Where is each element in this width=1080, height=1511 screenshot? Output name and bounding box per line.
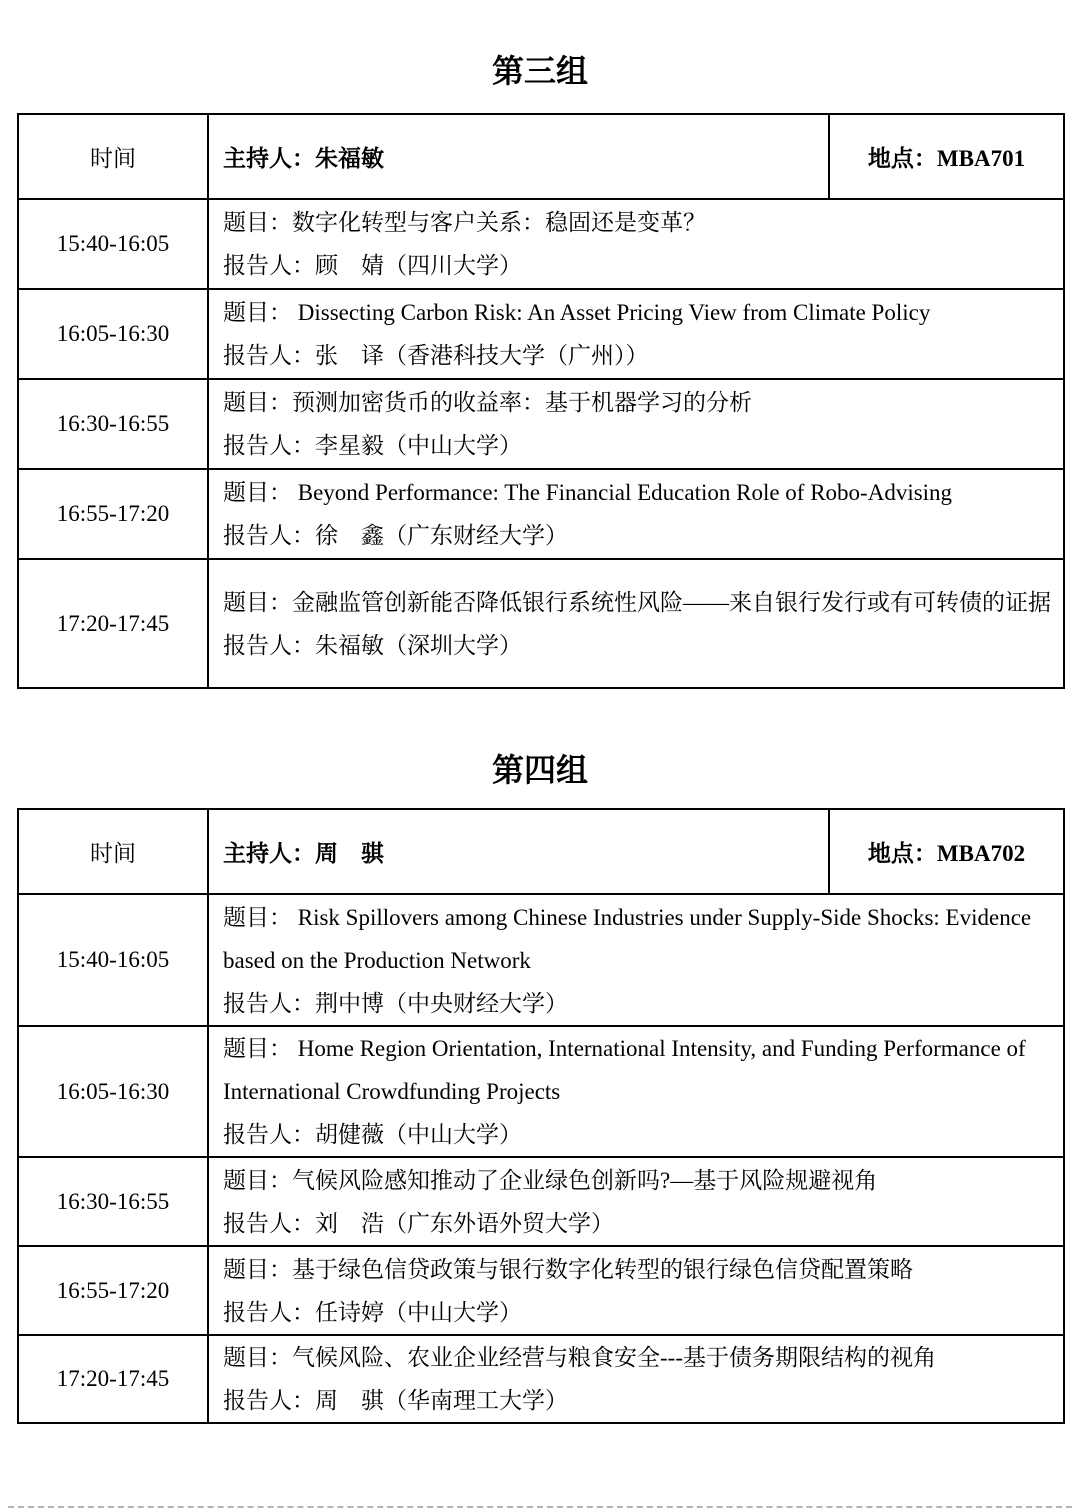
session-cell (208, 559, 1064, 688)
session-cell (208, 1157, 1064, 1246)
session-cell (208, 199, 1064, 289)
paper-title: 题目： Risk Spillovers among Chinese Industries under Supply-Side Shocks: Evidence based on the Production Network (223, 904, 1032, 973)
session-cell (208, 379, 1064, 469)
header-time-label: 时间 (18, 114, 208, 199)
schedule-table-group3 (17, 113, 1065, 689)
time-cell: 16:30-16:55 (18, 1157, 208, 1246)
header-host: 主持人：朱福敏 (208, 114, 829, 199)
presenter: 报告人：顾 婧（四川大学） (223, 253, 522, 278)
session-cell (208, 1246, 1064, 1335)
presenter: 报告人：张 译（香港科技大学（广州）） (223, 343, 649, 368)
table-header-row (18, 809, 1064, 894)
header-host: 主持人：周 骐 (208, 809, 829, 894)
header-location: 地点：MBA702 (829, 809, 1064, 894)
presenter: 报告人：李星毅（中山大学） (223, 433, 522, 458)
session-cell (208, 289, 1064, 379)
table-row (18, 379, 1064, 469)
time-cell: 16:05-16:30 (18, 289, 208, 379)
presenter: 报告人：周 骐（华南理工大学） (223, 1388, 568, 1413)
paper-title: 题目： Dissecting Carbon Risk: An Asset Pricing View from Climate Policy (223, 300, 931, 325)
presenter: 报告人：胡健薇（中山大学） (223, 1122, 522, 1147)
table-row (18, 1335, 1064, 1423)
next-page-table-edge (8, 1506, 1072, 1508)
session-cell (208, 1335, 1064, 1423)
time-cell: 16:55-17:20 (18, 1246, 208, 1335)
presenter: 报告人：任诗婷（中山大学） (223, 1299, 522, 1325)
paper-title: 题目：基于绿色信贷政策与银行数字化转型的银行绿色信贷配置策略 (223, 1256, 913, 1282)
session-cell (208, 1026, 1064, 1157)
header-location: 地点：MBA701 (829, 114, 1064, 199)
table-row (18, 289, 1064, 379)
section-title-group4: 第四组 (491, 752, 588, 788)
section-title-group3: 第三组 (491, 53, 588, 89)
paper-title: 题目：金融监管创新能否降低银行系统性风险——来自银行发行或有可转债的证据 (223, 589, 1051, 615)
table-row (18, 1026, 1064, 1157)
time-cell: 16:55-17:20 (18, 469, 208, 559)
time-cell: 16:30-16:55 (18, 379, 208, 469)
paper-title: 题目： Beyond Performance: The Financial Education Role of Robo-Advising (223, 480, 953, 505)
table-row (18, 1157, 1064, 1246)
presenter: 报告人：朱福敏（深圳大学） (223, 632, 522, 658)
paper-title: 题目：预测加密货币的收益率：基于机器学习的分析 (223, 390, 752, 415)
paper-title: 题目：数字化转型与客户关系：稳固还是变革？ (223, 210, 706, 235)
paper-title: 题目：气候风险、农业企业经营与粮食安全---基于债务期限结构的视角 (223, 1345, 936, 1370)
time-cell: 15:40-16:05 (18, 199, 208, 289)
time-cell: 17:20-17:45 (18, 559, 208, 688)
presenter: 报告人：徐 鑫（广东财经大学） (223, 523, 568, 548)
session-cell (208, 894, 1064, 1026)
paper-title: 题目：气候风险感知推动了企业绿色创新吗?—基于风险规避视角 (223, 1167, 878, 1193)
time-cell: 16:05-16:30 (18, 1026, 208, 1157)
schedule-table-group4 (17, 808, 1065, 1424)
presenter: 报告人：荆中博（中央财经大学） (223, 990, 568, 1016)
session-cell (208, 469, 1064, 559)
header-time-label: 时间 (18, 809, 208, 894)
time-cell: 17:20-17:45 (18, 1335, 208, 1423)
table-row (18, 469, 1064, 559)
table-header-row (18, 114, 1064, 199)
time-cell: 15:40-16:05 (18, 894, 208, 1026)
presenter: 报告人：刘 浩（广东外语外贸大学） (223, 1210, 614, 1236)
table-row (18, 199, 1064, 289)
table-row (18, 1246, 1064, 1335)
paper-title: 题目： Home Region Orientation, International Intensity, and Funding Performance of International Crowdfunding Projects (223, 1036, 1026, 1104)
table-row (18, 894, 1064, 1026)
table-row (18, 559, 1064, 688)
